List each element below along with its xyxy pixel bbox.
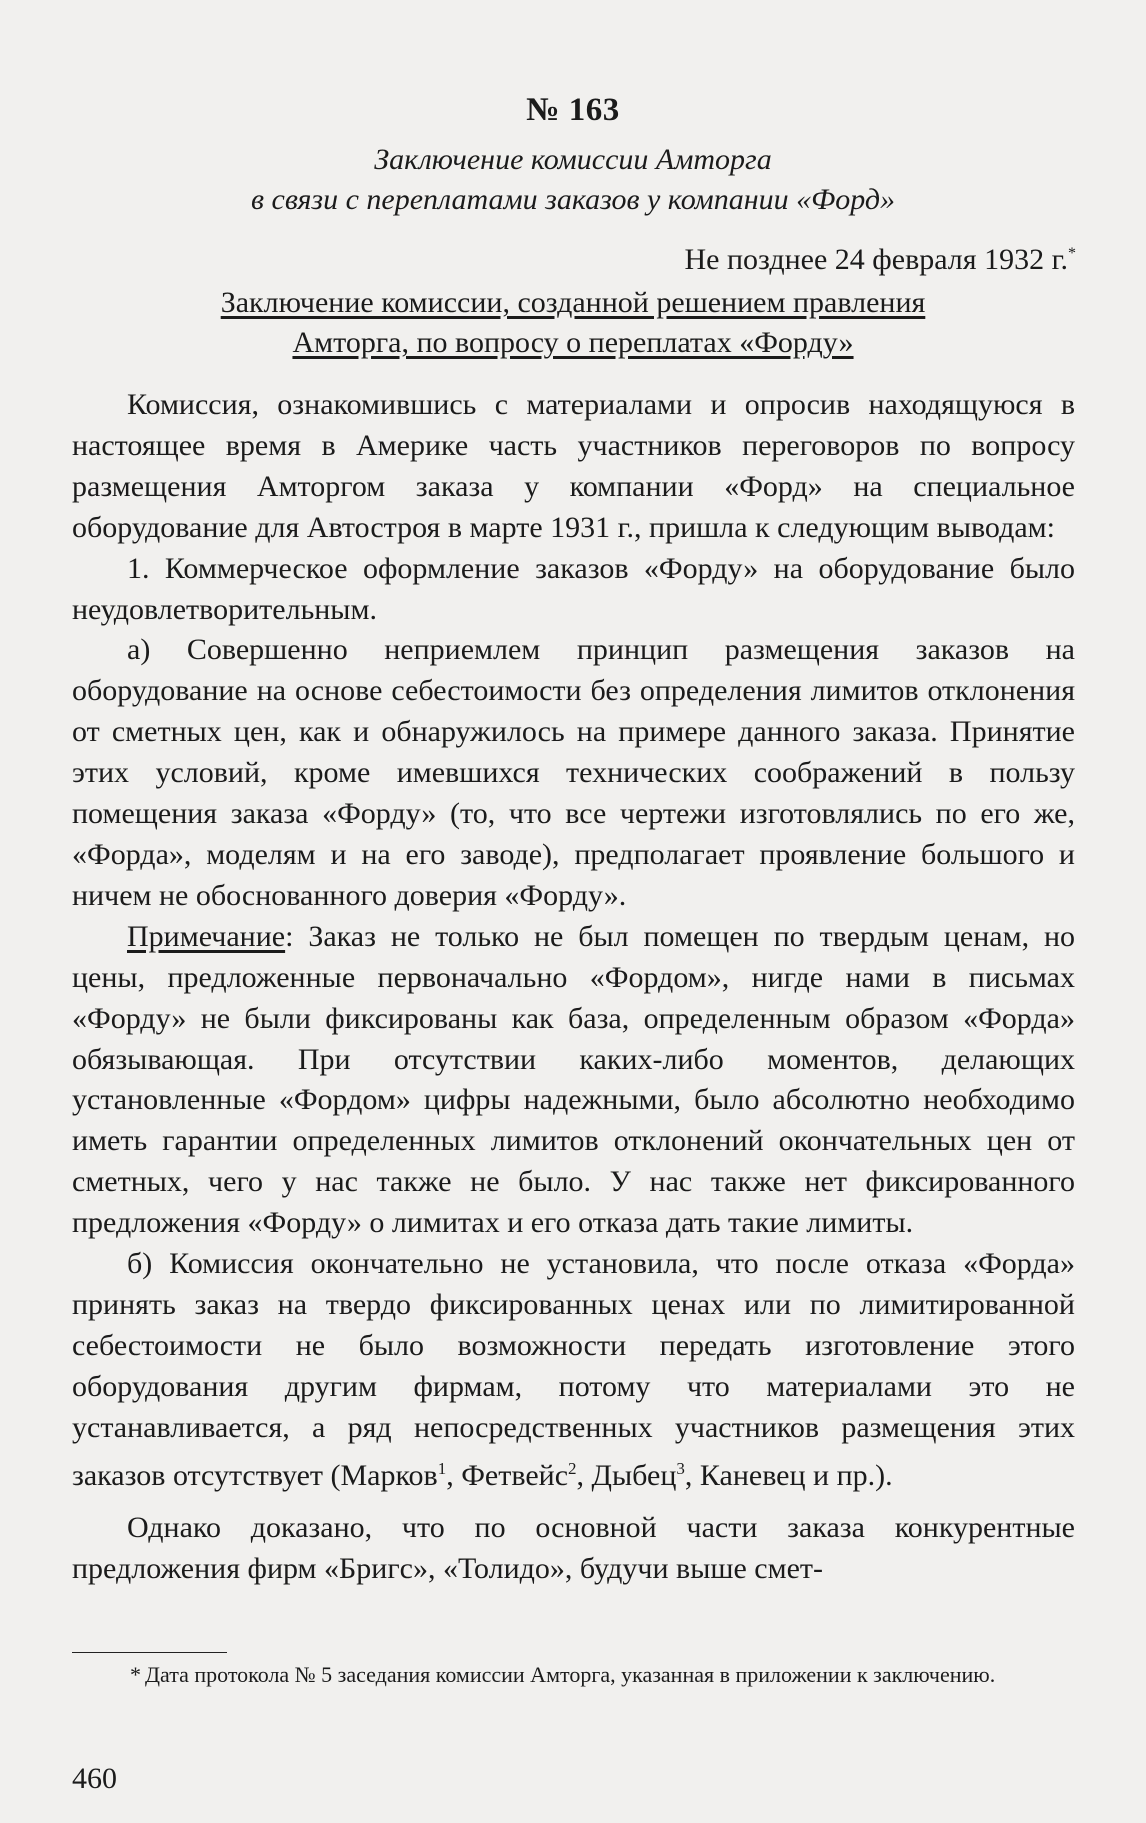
note-label: Примечание (127, 919, 286, 953)
date-footnote-mark: * (1068, 245, 1076, 262)
point-b-text-4: , Каневец и пр.). (684, 1458, 893, 1492)
paragraph-note (72, 917, 1075, 1244)
footnote (72, 1660, 1075, 1690)
section-heading-line1 (0, 283, 1146, 323)
paragraph-point-a: а) Совершенно неприемлем принцип размещения заказов на оборудование на основе себестоимости без определения лимитов отклонения от сметных цен, как и обнаружилось на примере данного заказа. Принятие этих условий, кроме имевшихся технических соображений в пользу помещения заказа «Форду» (то, что все чертежи изготовлялись по его же, «Форда», моделям и на его заводе), предполагает проявление большого и ничем не обоснованного доверия «Форду». (72, 633, 1075, 912)
document-subtitle-line1: Заключение комиссии Амторга (374, 143, 772, 176)
heading-text-1: Заключение комиссии, созданной решением правления (220, 286, 926, 319)
note-text: : Заказ не только не был помещен по твердым ценам, но цены, предложенные первоначально «Фордом», нигде нами в письмах «Форду» не были фиксированы как база, определенным образом «Форда» обязывающая. При отсутствии каких-либо моментов, делающих установленные «Фордом» цифры надежными, было абсолютно необходимо иметь гарантии определенных лимитов отклонений окончательных цен от сметных, чего у нас также не было. У нас также нет фиксированного предложения «Форду» о лимитах и его отказа дать такие лимиты. (72, 919, 1075, 1240)
date-text: Не позднее 24 февраля 1932 г. (684, 243, 1068, 276)
paragraph-intro: Комиссия, ознакомившись с материалами и опросив находящуюся в настоящее время в Америке часть участников переговоров по вопросу размещения Амторгом заказа у компании «Форд» на специальное оборудование для Автостроя в марте 1931 г., пришла к следующим выводам: (72, 388, 1075, 544)
footnote-mark: * (130, 1662, 141, 1687)
footnote-ref-3: 3 (676, 1458, 685, 1478)
heading-text-2: Амторга, по вопросу о переплатах «Форду» (292, 326, 854, 359)
document-subtitle-line2: в связи с переплатами заказов у компании «Форд» (250, 183, 895, 216)
document-body (72, 385, 1075, 1590)
paragraph-however: Однако доказано, что по основной части заказа конкурентные предложения фирм «Бригс», «Толидо», будучи выше смет- (72, 1511, 1075, 1586)
document-number: № 163 (526, 92, 620, 128)
section-heading-line2 (0, 323, 1146, 363)
paragraph-point-b (72, 1244, 1075, 1496)
footnote-ref-1: 1 (437, 1458, 447, 1478)
paragraph-point-1: 1. Коммерческое оформление заказов «Форду» на оборудование было неудовлетворительным. (72, 551, 1075, 626)
document-date (685, 243, 1076, 277)
footnote-divider (72, 1652, 227, 1653)
point-b-text: б) Комиссия окончательно не установила, что после отказа «Форда» принять заказ на твердо фиксированных ценах или по лимитированной себестоимости не было возможности передать изготовление этого оборудования другим фирмам, потому что материалами это не устанавливается, а ряд непосредственных участников размещения этих заказов отсутствует (Марков (72, 1247, 1075, 1492)
footnote-ref-2: 2 (568, 1458, 577, 1478)
point-b-text-2: , Фетвейс (446, 1458, 569, 1492)
footnote-text: Дата протокола № 5 заседания комиссии Амторга, указанная в приложении к заключению. (145, 1662, 996, 1687)
point-b-text-3: , Дыбец (576, 1458, 677, 1492)
page-number: 460 (72, 1762, 117, 1795)
